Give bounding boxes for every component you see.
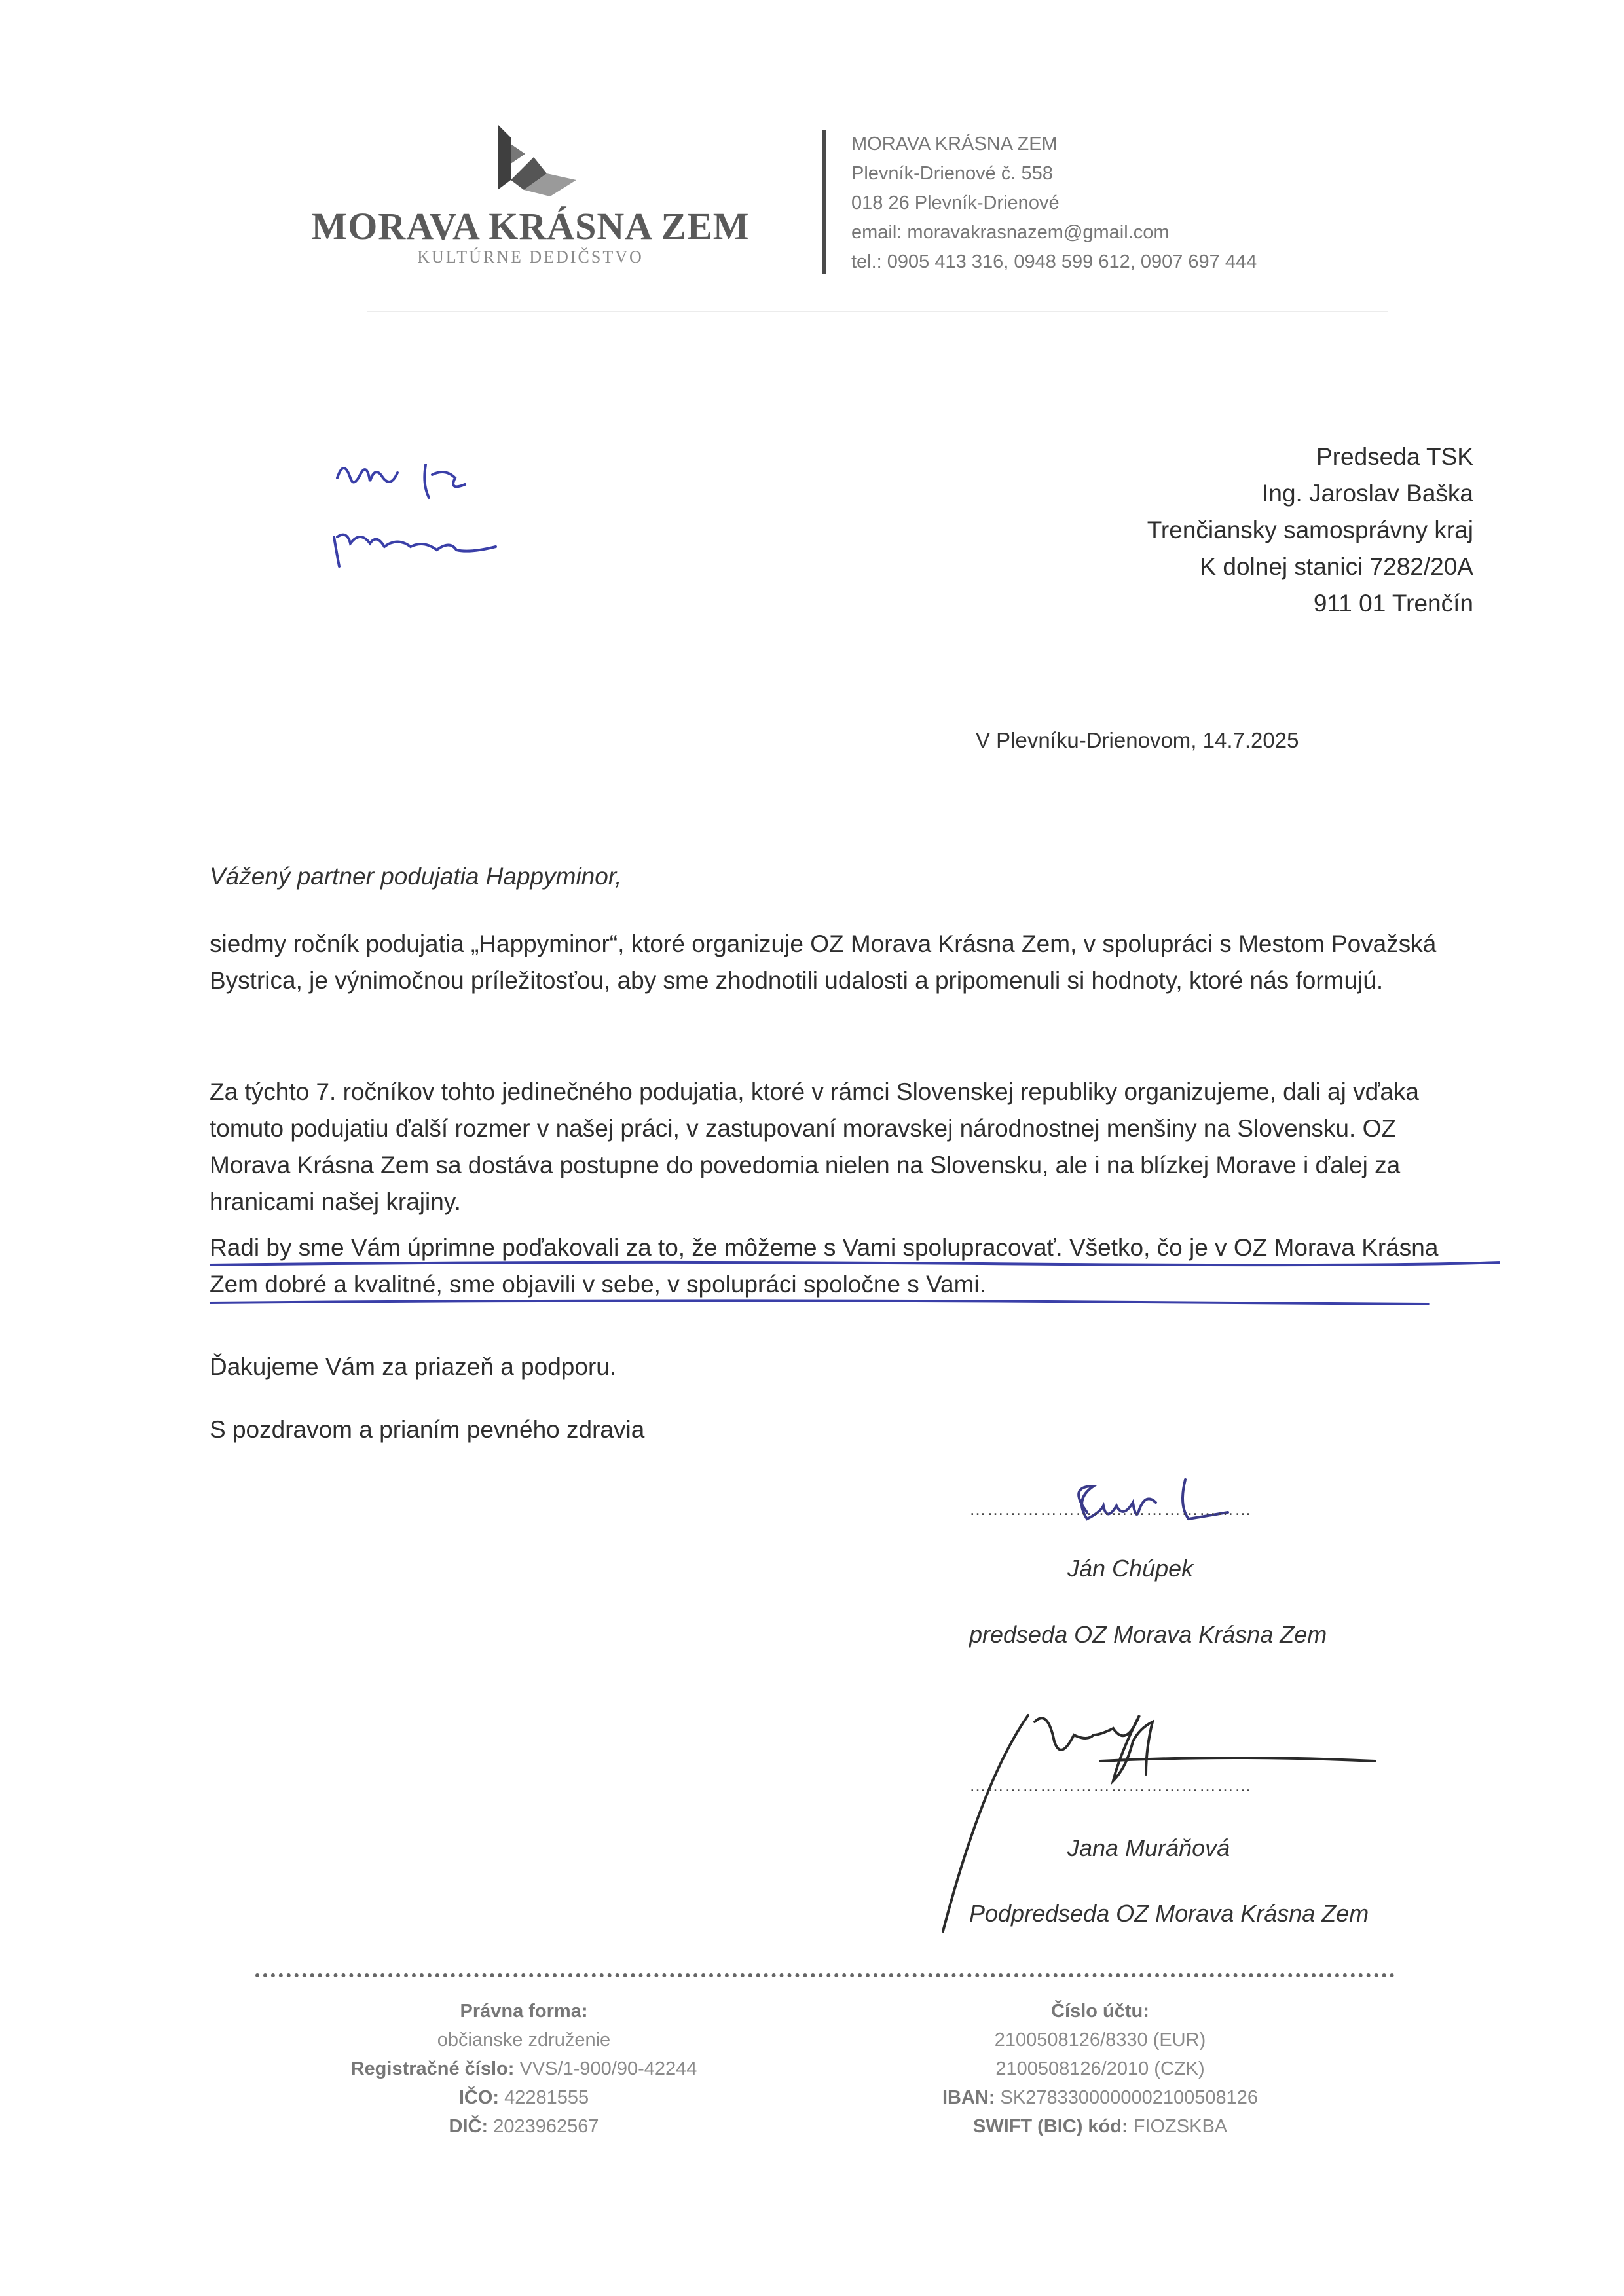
footer-divider <box>255 1973 1395 1977</box>
account-label: Číslo účtu: <box>1051 2001 1149 2022</box>
registration-value: VVS/1-900/90-42244 <box>519 2058 697 2079</box>
contact-address: Plevník-Drienové č. 558 <box>851 163 1053 184</box>
signatory-name: Ján Chúpek <box>1067 1555 1194 1582</box>
contact-block <box>851 130 1257 277</box>
account-czk: 2100508126/2010 (CZK) <box>995 2058 1205 2079</box>
legal-form-value: občianske združenie <box>437 2030 611 2050</box>
ico-label: IČO: <box>458 2087 500 2108</box>
thanks-line: Ďakujeme Vám za priazeň a podporu. <box>210 1353 617 1380</box>
dic-label: DIČ: <box>449 2116 489 2137</box>
logo-bird-icon <box>485 118 583 203</box>
contact-postal: 018 26 Plevník-Drienové <box>851 192 1060 213</box>
signatory-name: Jana Muráňová <box>1067 1834 1230 1861</box>
salutation: Vážený partner podujatia Happyminor, <box>210 863 622 890</box>
ico-value: 42281555 <box>504 2087 589 2108</box>
header-divider <box>822 130 826 274</box>
footer-legal-info <box>275 1997 773 2141</box>
registration-label: Registračné číslo: <box>350 2058 515 2079</box>
recipient-title: Predseda TSK <box>1316 443 1473 470</box>
swift-value: FIOZSKBA <box>1133 2116 1228 2137</box>
signatory-role: predseda OZ Morava Krásna Zem <box>969 1621 1327 1648</box>
handwritten-note <box>327 439 524 583</box>
contact-phone: tel.: 0905 413 316, 0948 599 612, 0907 697 444 <box>851 251 1257 272</box>
body-paragraph-3: Radi by sme Vám úprimne poďakovali za to, že môžeme s Vami spolupracovať. Všetko, čo je v OZ Morava Krásna Zem dobré a kvalitné, sme objavili v sebe, v spolupráci spoločne s Vami. <box>210 1234 1439 1298</box>
signature-line: ………………………………………… <box>969 1776 1252 1795</box>
body-paragraph-1: siedmy ročník podujatia „Happyminor“, ktoré organizuje OZ Morava Krásna Zem, v spolupráci s Mestom Považská Bystrica, je výnimočnou príležitosťou, aby sme zhodnotili udalosti a pripomenuli si hodnoty, ktoré nás formujú. <box>210 930 1437 994</box>
closing-line: S pozdravom a prianím pevného zdravia <box>210 1416 645 1443</box>
body-paragraph-2: Za týchto 7. ročníkov tohto jedinečného podujatia, ktoré v rámci Slovenskej republiky organizujeme, dali aj vďaka tomuto podujatiu ďalší rozmer v našej práci, v zastupovaní moravskej národnostnej menšiny na Slovensku. OZ Morava Krásna Zem sa dostáva postupne do povedomia nielen na Slovensku, ale i na blízkej Morave i ďalej za hranicami našej krajiny. <box>210 1078 1420 1215</box>
iban-value: SK2783300000002100508126 <box>1000 2087 1259 2108</box>
legal-form-label: Právna forma: <box>460 2001 588 2022</box>
recipient-name: Ing. Jaroslav Baška <box>1262 480 1473 507</box>
place-date: V Plevníku-Drienovom, 14.7.2025 <box>976 728 1299 752</box>
logo-subtitle: KULTÚRNE DEDIČSTVO <box>417 247 644 266</box>
recipient-city: 911 01 Trenčín <box>1313 590 1473 617</box>
signatory-role: Podpredseda OZ Morava Krásna Zem <box>969 1900 1369 1927</box>
recipient-address <box>1147 439 1473 622</box>
contact-email: email: moravakrasnazem@gmail.com <box>851 222 1170 243</box>
signature-line: ………………………………………… <box>969 1499 1252 1519</box>
iban-label: IBAN: <box>942 2087 995 2108</box>
footer-bank-info <box>851 1997 1349 2141</box>
account-eur: 2100508126/8330 (EUR) <box>994 2030 1206 2050</box>
dic-value: 2023962567 <box>493 2116 599 2137</box>
recipient-street: K dolnej stanici 7282/20A <box>1200 553 1473 580</box>
contact-org-name: MORAVA KRÁSNA ZEM <box>851 134 1058 155</box>
swift-label: SWIFT (BIC) kód: <box>972 2116 1128 2137</box>
header-rule <box>367 311 1388 312</box>
logo-title: MORAVA KRÁSNA ZEM <box>311 205 750 247</box>
recipient-organization: Trenčiansky samosprávny kraj <box>1147 517 1473 543</box>
